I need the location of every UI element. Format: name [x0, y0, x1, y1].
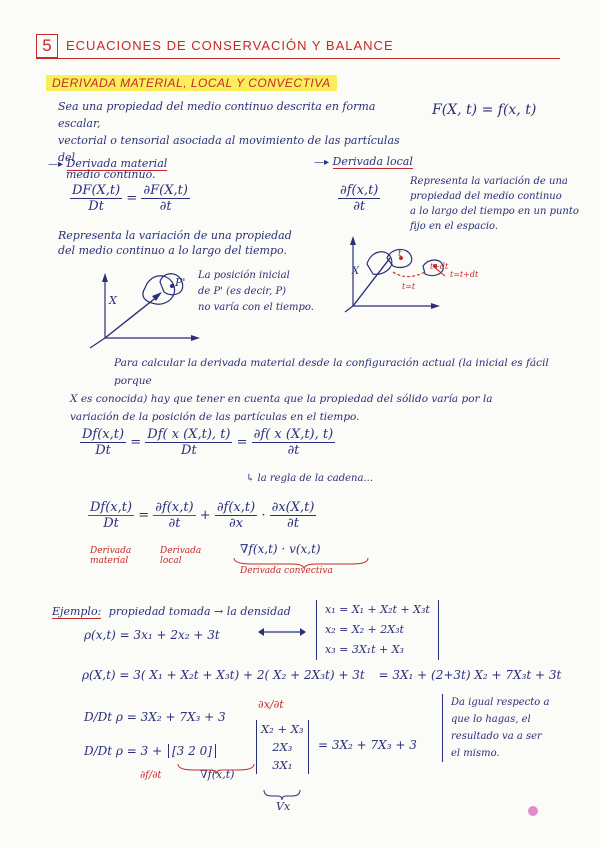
- example-note: Da igual respecto a que lo hagas, el resultado va a ser el mismo.: [442, 694, 591, 762]
- section-number: 5: [36, 34, 58, 58]
- grad-brace: [176, 764, 256, 774]
- example-system: x₁ = X₁ + X₂t + X₃t x₂ = X₂ + 2X₃t x₃ = 3X₁t + X₃: [316, 600, 439, 660]
- calc-paragraph: Para calcular la derivada material desde la configuración actual (la inicial es fácil porque X es conocida) hay que tener en cuenta que la propiedad del sólido varía por la variación de la posición de las partículas en el tiempo.: [70, 357, 549, 423]
- material-label: —▸ Derivada material: [48, 157, 168, 170]
- subsection-title: DERIVADA MATERIAL, LOCAL Y CONVECTIVA: [46, 75, 337, 91]
- local-t-label-2: t=t: [402, 282, 416, 291]
- chain-note: ↳ la regla de la cadena...: [246, 473, 373, 484]
- example-label: Ejemplo: propiedad tomada → la densidad: [52, 605, 291, 618]
- example-rho: ρ(x,t) = 3x₁ + 2x₂ + 3t: [84, 628, 220, 642]
- example-result: = 3X₂ + 7X₃ + 3: [318, 738, 417, 752]
- dfdt-label: ∂f/∂t: [140, 770, 162, 781]
- arrow-icon: —▸: [48, 159, 64, 170]
- intro-formula: F(X, t) = f(x, t): [432, 102, 537, 118]
- decomp-equation: $\frac{Df(x,t)}{Dt}$ = $\frac{\partial f(x,t)}{\partial t}$ + $\frac{\partial f(x,t)}{\partial x}$ · $\frac{\partial x(X,t)}{\partial t}$: [90, 500, 315, 531]
- convective-brace: [232, 558, 372, 568]
- label-convective: Derivada convectiva: [240, 566, 333, 576]
- decomp-grad-velocity: ∇f(x,t) · v(x,t): [240, 542, 321, 556]
- velocity-brace: [262, 790, 302, 800]
- chain-equation: $\frac{Df(x,t)}{Dt}$ = $\frac{Df( x (X,t), t)}{Dt}$ = $\frac{\partial f( x (X,t), t)}{\partial t}$: [82, 427, 334, 458]
- material-formula: $\frac{DF(X,t)}{Dt}$ = $\frac{\partial F(X,t)}{\partial t}$: [72, 183, 188, 214]
- velocity-label: Vx: [276, 800, 291, 813]
- example-expansion: ρ(X,t) = 3( X₁ + X₂t + X₃t) + 2( X₂ + 2X₃t) + 3t = 3X₁ + (2+3t) X₂ + 7X₃t + 3t: [82, 668, 562, 682]
- local-formula: $\frac{\partial f(x,t)}{\partial t}$: [340, 183, 379, 214]
- section-title: ECUACIONES DE CONSERVACIÓN Y BALANCE: [66, 38, 394, 53]
- example-material-2: D/Dt ρ = 3 + [3 2 0]: [84, 744, 216, 758]
- label-material: Derivada material: [90, 546, 132, 566]
- material-point-label: P': [175, 276, 186, 289]
- page-mark-icon: [528, 806, 538, 816]
- intro-line-1: Sea una propiedad del medio continuo descrita en forma escalar,: [58, 100, 376, 130]
- header-divider: [36, 58, 560, 59]
- arrow-icon: —▸: [314, 157, 330, 168]
- label-local: Derivada local: [160, 546, 202, 566]
- intro-line-2: vectorial o tensorial asociada al movimiento de las partículas del: [58, 134, 400, 164]
- local-tdt-label-2: t=t+dt: [450, 270, 479, 279]
- local-label: —▸ Derivada local: [314, 155, 413, 168]
- intro-line-3: medio continuo.: [66, 168, 156, 181]
- local-axis-label: X: [352, 266, 360, 277]
- example-velocity-column: X₂ + X₃ 2X₃ 3X₁: [256, 720, 309, 774]
- material-axis-label: X: [109, 294, 117, 307]
- partial-dxdt-label: ∂x/∂t: [258, 698, 284, 711]
- local-tdt-label: t+dt: [430, 262, 449, 271]
- grad-label: ∇f(x,t): [200, 768, 235, 781]
- material-description: Representa la variación de una propiedad del medio continuo a lo largo del tiempo.: [58, 229, 292, 257]
- material-note: La posición inicial de P' (es decir, P) no varía con el tiempo.: [198, 270, 314, 313]
- local-t-label: t: [398, 249, 402, 259]
- local-description: Representa la variación de una propiedad del medio continuo a lo largo del tiempo en un punto fijo en el espacio.: [410, 176, 579, 232]
- example-material-1: D/Dt ρ = 3X₂ + 7X₃ + 3: [84, 710, 226, 724]
- double-arrow-icon: [258, 622, 308, 642]
